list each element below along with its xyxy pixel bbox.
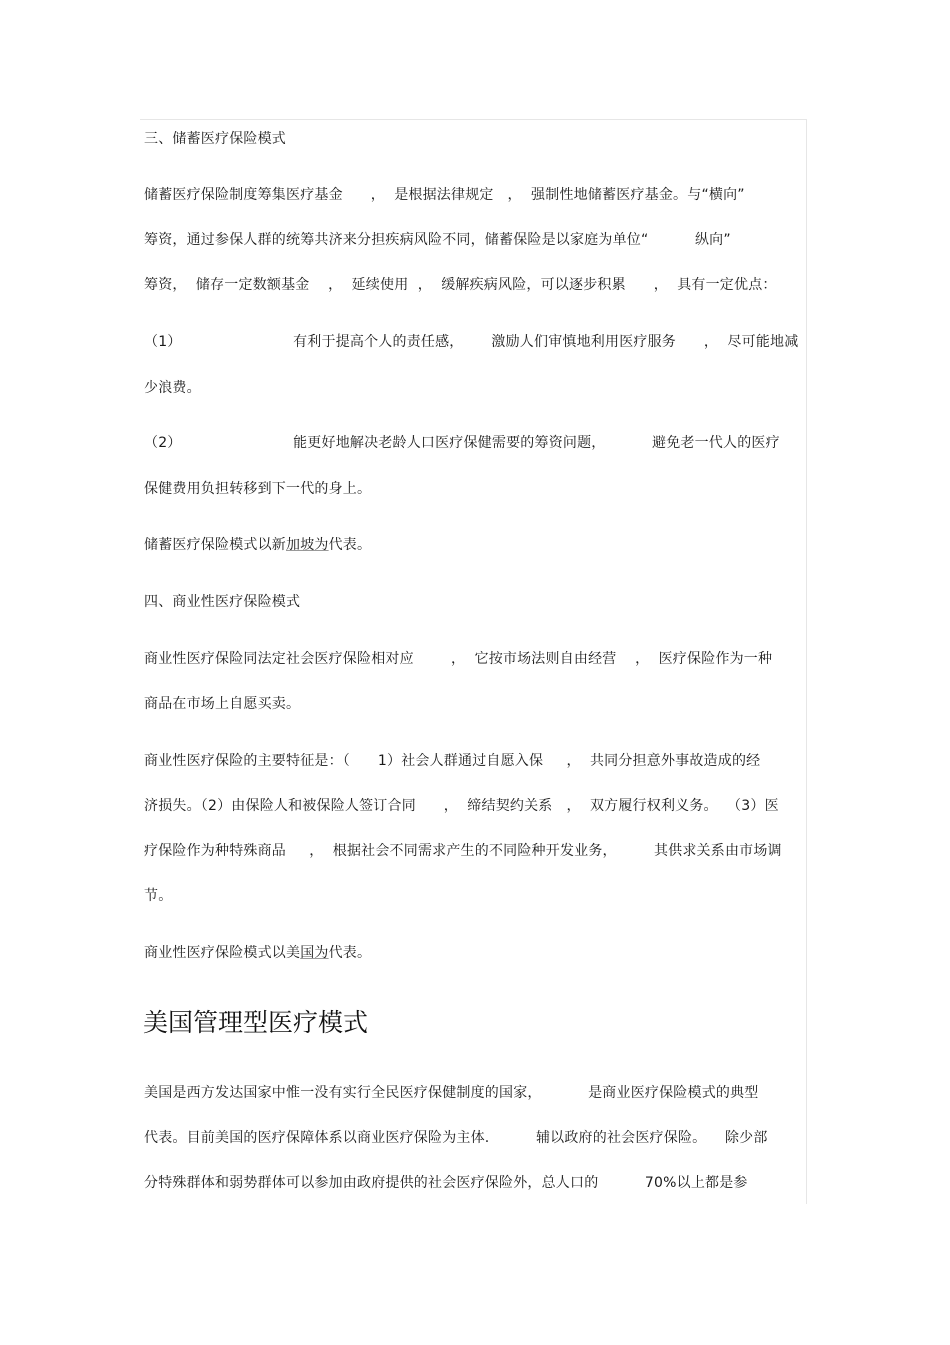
section-4-para-2-line-3: 疗保险作为种特殊商品 ， 根据社会不同需求产生的不同险种开发业务， 其供求关系由市场调 (144, 843, 782, 859)
section-3-item-1-line-2: 少浪费。 (144, 380, 201, 396)
section-3-para-1-line-3: 筹资， 储存一定数额基金 ， 延续使用 ， 缓解疾病风险，可以逐步积累 ， 具有一定优点： (144, 277, 777, 293)
rep-suffix: 代表。 (328, 945, 372, 961)
section-4-para-1-line-1: 商业性医疗保险同法定社会医疗保险相对应 ， 它按市场法则自由经营 ， 医疗保险作为一种 (144, 651, 773, 667)
us-section-para-line-3: 分特殊群体和弱势群体可以参加由政府提供的社会医疗保险外，总人口的 70%以上都是参 (144, 1175, 748, 1191)
section-3-item-2-line-2: 保健费用负担转移到下一代的身上。 (144, 481, 372, 497)
us-section-heading: 美国管理型医疗模式 (143, 1008, 369, 1037)
us-section-para-line-1: 美国是西方发达国家中惟一没有实行全民医疗保健制度的国家， 是商业医疗保险模式的典型 (144, 1085, 759, 1101)
rep-prefix: 储蓄医疗保险模式以新 (144, 537, 286, 553)
section-4-para-2-line-4: 节。 (144, 888, 173, 904)
section-4-title: 四、商业性医疗保险模式 (144, 594, 301, 610)
section-4-para-2-line-2: 济损失。（2）由保险人和被保险人签订合同 ， 缔结契约关系 ， 双方履行权利义务。 （3）医 (144, 798, 779, 814)
section-4-para-1-line-2: 商品在市场上自愿买卖。 (144, 696, 301, 712)
rep-underlined-text: 国为 (300, 945, 329, 961)
section-4-representative (144, 943, 371, 963)
section-3-para-1-line-1: 储蓄医疗保险制度筹集医疗基金 ， 是根据法律规定 ， 强制性地储蓄医疗基金。与“横向” (144, 187, 745, 203)
rep-prefix: 商业性医疗保险模式以美 (144, 945, 301, 961)
section-3-title: 三、储蓄医疗保险模式 (144, 131, 286, 147)
rep-underlined-text: 加坡为 (286, 537, 329, 553)
section-3-item-1-line-1: （1） 有利于提高个人的责任感， 激励人们审慎地利用医疗服务 ， 尽可能地减 (144, 334, 799, 350)
us-section-para-line-2: 代表。目前美国的医疗保障体系以商业医疗保险为主体. 辅以政府的社会医疗保险。 除少部 (144, 1130, 768, 1146)
section-3-item-2-line-1: （2） 能更好地解决老龄人口医疗保健需要的筹资问题， 避免老一代人的医疗 (144, 435, 780, 451)
section-3-representative (144, 535, 371, 555)
section-3-para-1-line-2: 筹资，通过参保人群的统筹共济来分担疾病风险不同，储蓄保险是以家庭为单位“ 纵向” (144, 232, 731, 248)
rep-suffix: 代表。 (328, 537, 372, 553)
section-4-para-2-line-1: 商业性医疗保险的主要特征是：（ 1）社会人群通过自愿入保 ， 共同分担意外事故造成的经 (144, 753, 761, 769)
